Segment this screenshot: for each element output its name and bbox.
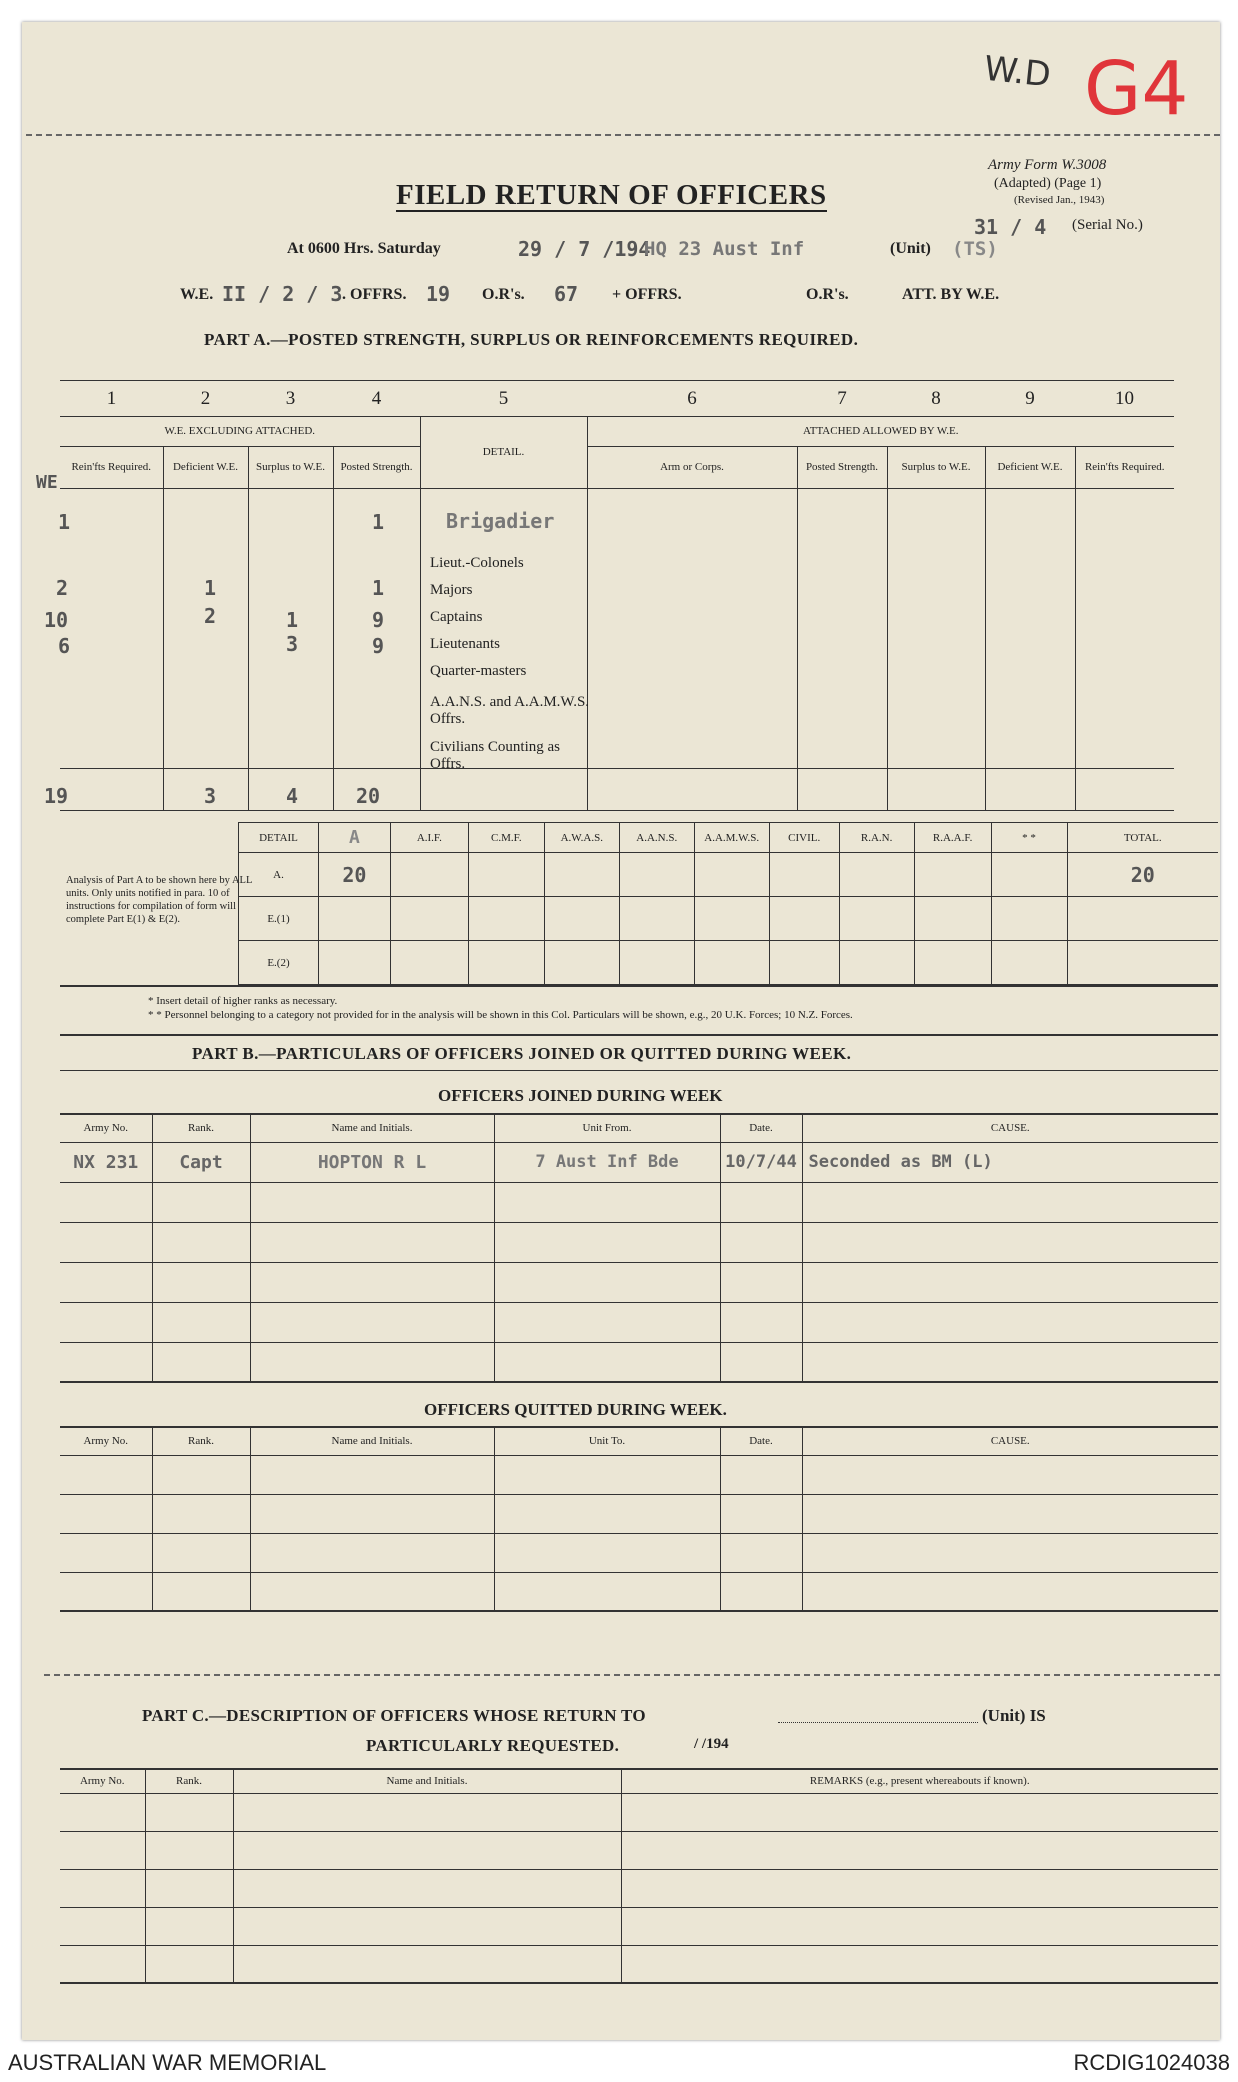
- part-a-end-rule: [60, 1034, 1218, 1036]
- deficient-header: Deficient W.E.: [163, 447, 248, 489]
- footnote-2: * * Personnel belonging to a category not provided for in the analysis will be shown in this Col. Particulars will be shown, e.g., 20 U.K. Forces; 10 N.Z. Forces.: [148, 1009, 853, 1021]
- posted-captains: 9: [372, 608, 385, 632]
- quitted-heading: OFFICERS QUITTED DURING WEEK.: [424, 1400, 727, 1419]
- unit-typed: HQ 23 Aust Inf: [644, 238, 805, 260]
- posted-majors: 1: [372, 576, 385, 600]
- rank-brigadier: Brigadier: [446, 509, 555, 533]
- col-9: 9: [985, 381, 1075, 417]
- col-4: 4: [333, 381, 420, 417]
- unit-label: (Unit): [890, 240, 931, 257]
- part-c-table: [60, 1768, 1218, 1984]
- analysis-aamws-header: A.A.M.W.S.: [694, 823, 769, 853]
- att-posted-header: Posted Strength.: [797, 447, 887, 489]
- posted-lieutenants: 9: [372, 634, 385, 658]
- analysis-table: [238, 822, 1218, 985]
- part-b-rule: [60, 1070, 1218, 1071]
- att-label: ATT. BY W.E.: [902, 286, 1000, 303]
- analysis-bottom-rule: [60, 985, 1218, 987]
- group-right-header: ATTACHED ALLOWED BY W.E.: [587, 417, 1174, 447]
- posted-brigadier: 1: [372, 510, 385, 534]
- army-form-label: Army Form W.3008: [988, 157, 1107, 173]
- rank-lt-colonels: Lieut.-Colonels: [430, 555, 524, 571]
- total-deficient: 3: [204, 784, 217, 808]
- joined-rank: Capt: [152, 1142, 250, 1182]
- analysis-total-value: 20: [1067, 853, 1218, 897]
- rank-majors: Majors: [430, 582, 473, 598]
- rank-lieutenants: Lieutenants: [430, 636, 500, 652]
- surplus-lieutenants: 3: [286, 632, 299, 656]
- att-reinfts-header: Rein'fts Required.: [1075, 447, 1174, 489]
- part-c-heading-2: PARTICULARLY REQUESTED.: [366, 1736, 620, 1755]
- joined-name: HOPTON R L: [250, 1142, 494, 1182]
- analysis-aans-header: A.A.N.S.: [619, 823, 694, 853]
- revised-label: (Revised Jan., 1943): [1014, 194, 1105, 206]
- analysis-awas-header: A.W.A.S.: [544, 823, 619, 853]
- rank-aans: A.A.N.S. and A.A.M.W.S. Offrs.: [430, 694, 590, 727]
- analysis-row-e2: E.(2): [239, 941, 319, 985]
- detail-header: DETAIL.: [420, 417, 587, 489]
- adapted-label: (Adapted) (Page 1): [994, 176, 1102, 191]
- part-c-date-blank: / /194: [694, 1736, 729, 1752]
- quitted-date-header: Date.: [720, 1427, 802, 1455]
- joined-table: [60, 1113, 1218, 1383]
- col-8: 8: [887, 381, 985, 417]
- part-c-rank-header: Rank.: [145, 1769, 233, 1793]
- margin-we: WE: [36, 472, 58, 493]
- form-sheet: [22, 22, 1220, 2040]
- part-c-army-no-header: Army No.: [60, 1769, 145, 1793]
- joined-cause-header: CAUSE.: [802, 1114, 1218, 1142]
- serial-values: 31 / 4: [974, 215, 1047, 239]
- footer-left: AUSTRALIAN WAR MEMORIAL: [8, 2050, 327, 2075]
- analysis-total-header: TOTAL.: [1067, 823, 1218, 853]
- joined-date: 10/7/44: [720, 1142, 802, 1182]
- part-b-heading: PART B.—PARTICULARS OF OFFICERS JOINED OR QUITTED DURING WEEK.: [192, 1044, 852, 1063]
- part-a-heading: PART A.—POSTED STRENGTH, SURPLUS OR REINFORCEMENTS REQUIRED.: [204, 330, 859, 349]
- quitted-table: [60, 1426, 1218, 1612]
- col-5: 5: [420, 381, 587, 417]
- part-c-unit-blank: [778, 1722, 978, 1723]
- analysis-a-value: 20: [318, 853, 390, 897]
- att-surplus-header: Surplus to W.E.: [887, 447, 985, 489]
- we-value: II / 2 / 3: [222, 282, 343, 306]
- col-6: 6: [587, 381, 797, 417]
- total-we: 19: [44, 784, 69, 808]
- joined-heading: OFFICERS JOINED DURING WEEK: [438, 1086, 723, 1105]
- col-10: 10: [1075, 381, 1174, 417]
- page-title: FIELD RETURN OF OFFICERS: [396, 179, 827, 211]
- quitted-army-no-header: Army No.: [60, 1427, 152, 1455]
- part-c-perforation: [44, 1674, 1220, 1676]
- quitted-cause-header: CAUSE.: [802, 1427, 1218, 1455]
- ors-label: O.R's.: [482, 286, 525, 303]
- part-c-heading-1: PART C.—DESCRIPTION OF OFFICERS WHOSE RETURN TO: [142, 1706, 646, 1725]
- deficient-captains: 2: [204, 604, 217, 628]
- arm-corps-header: Arm or Corps.: [587, 447, 797, 489]
- rank-captains: Captains: [430, 609, 483, 625]
- col-7: 7: [797, 381, 887, 417]
- margin-we-captains: 10: [44, 608, 69, 632]
- part-c-remarks-header: REMARKS (e.g., present whereabouts if known).: [621, 1769, 1218, 1793]
- plus-ors-label: O.R's.: [806, 286, 849, 303]
- group-left-header: W.E. EXCLUDING ATTACHED.: [60, 417, 420, 447]
- att-deficient-header: Deficient W.E.: [985, 447, 1075, 489]
- analysis-civil-header: CIVIL.: [769, 823, 839, 853]
- total-surplus: 4: [286, 784, 299, 808]
- ors-value: 67: [554, 282, 579, 306]
- margin-we-brigadier: 1: [58, 510, 71, 534]
- col-3: 3: [248, 381, 333, 417]
- offrs-value: 19: [426, 282, 451, 306]
- total-posted: 20: [356, 784, 381, 808]
- analysis-other-header: * *: [991, 823, 1067, 853]
- handwritten-ref: W.D: [982, 48, 1053, 96]
- analysis-note: Analysis of Part A to be shown here by ALL units. Only units notified in para. 10 of instructions for compilation of form will complete Part E(1) & E(2).: [66, 875, 252, 925]
- margin-we-lieutenants: 6: [58, 634, 71, 658]
- margin-we-majors: 2: [56, 576, 69, 600]
- analysis-aif-header: A.I.F.: [390, 823, 468, 853]
- analysis-a-header: A: [318, 823, 390, 853]
- posted-strength-header: Posted Strength.: [333, 447, 420, 489]
- joined-date-header: Date.: [720, 1114, 802, 1142]
- joined-name-header: Name and Initials.: [250, 1114, 494, 1142]
- joined-army-no-header: Army No.: [60, 1114, 152, 1142]
- part-c-unit-is: (Unit) IS: [982, 1706, 1046, 1725]
- part-a-table: [60, 380, 1174, 811]
- joined-rank-header: Rank.: [152, 1114, 250, 1142]
- deficient-majors: 1: [204, 576, 217, 600]
- red-mark: G4: [1084, 46, 1189, 132]
- analysis-row-a: A.: [239, 853, 319, 897]
- serial-label: (Serial No.): [1072, 217, 1143, 233]
- analysis-cmf-header: C.M.F.: [468, 823, 544, 853]
- part-c-name-header: Name and Initials.: [233, 1769, 621, 1793]
- analysis-raaf-header: R.A.A.F.: [914, 823, 991, 853]
- analysis-ran-header: R.A.N.: [839, 823, 914, 853]
- table-row: [60, 1142, 1218, 1182]
- surplus-captains: 1: [286, 608, 299, 632]
- analysis-row-e1: E.(1): [239, 897, 319, 941]
- col-2: 2: [163, 381, 248, 417]
- offrs-label: . OFFRS.: [342, 286, 407, 303]
- quitted-rank-header: Rank.: [152, 1427, 250, 1455]
- footer-right: RCDIG1024038: [1073, 2050, 1230, 2075]
- unit-suffix: (TS): [952, 238, 998, 260]
- date-value: 29 / 7 /194: [518, 237, 651, 261]
- joined-unit-header: Unit From.: [494, 1114, 720, 1142]
- analysis-detail-header: DETAIL: [239, 823, 319, 853]
- plus-offrs-label: + OFFRS.: [612, 286, 682, 303]
- top-perforation: [26, 134, 1220, 136]
- joined-unit: 7 Aust Inf Bde: [494, 1142, 720, 1182]
- time-label: At 0600 Hrs. Saturday: [287, 240, 441, 257]
- we-label: W.E.: [180, 286, 214, 303]
- footnote-1: * Insert detail of higher ranks as necessary.: [148, 995, 338, 1007]
- rank-civilians: Civilians Counting as Offrs.: [430, 739, 561, 772]
- rank-quartermasters: Quarter-masters: [430, 663, 527, 679]
- quitted-unit-header: Unit To.: [494, 1427, 720, 1455]
- joined-cause: Seconded as BM (L): [802, 1142, 1218, 1182]
- surplus-header: Surplus to W.E.: [248, 447, 333, 489]
- joined-army-no: NX 231: [60, 1142, 152, 1182]
- col-1: 1: [60, 381, 163, 417]
- reinfts-required-header: Rein'fts Required.: [60, 447, 163, 489]
- quitted-name-header: Name and Initials.: [250, 1427, 494, 1455]
